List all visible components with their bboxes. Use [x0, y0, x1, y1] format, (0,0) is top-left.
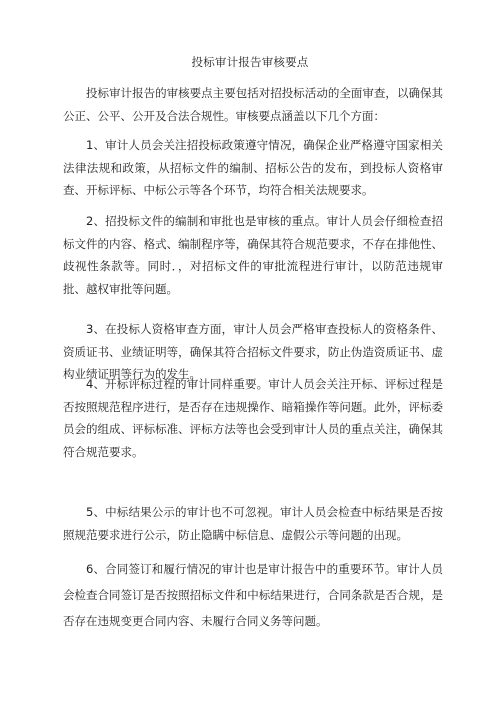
paragraph-2: 2、招投标文件的编制和审批也是审核的重点。审计人员会仔细检查招标文件的内容、格式、编制程序等，确保其符合规范要求，不存在排他性、歧视性条款等。同时．，对招标文件的审批流程进行审计，以防范违规审批、越权审批等问题。 [63, 214, 443, 296]
intro-paragraph: 投标审计报告的审核要点主要包括对招投标活动的全面审查，以确保其公正、公平、公开及合法合规性。审核要点涵盖以下几个方面： [63, 86, 443, 123]
paragraph-6: 6、合同签订和履行情况的审计也是审计报告中的重要环节。审计人员会检查合同签订是否按照招标文件和中标结果进行，合同条款是否合规，是否存在违规变更合同内容、未履行合同义务等问题。 [63, 562, 443, 628]
paragraph-5: 5、中标结果公示的审计也不可忽视。审计人员会检查中标结果是否按照规范要求进行公示，防止隐瞒中标信息、虚假公示等问题的出现。 [63, 505, 443, 542]
paragraph-1: 1、审计人员会关注招投标政策遵守情况，确保企业严格遵守国家相关法律法规和政策，从招标文件的编制、招标公告的发布，到投标人资格审查、开标评标、中标公示等各个环节，均符合相关法规要求。 [63, 138, 443, 197]
document-title: 投标审计报告审核要点 [191, 55, 309, 69]
paragraph-4: 4、开标评标过程的审计同样重要。审计人员会关注开标、评标过程是否按照规范程序进行，是否存在违规操作、暗箱操作等问题。此外，评标委员会的组成、评标标准、评标方法等也会受到审计人员的重点关注，确保其符合规范要求。 [63, 377, 443, 459]
paragraph-3: 3、在投标人资格审查方面，审计人员会严格审查投标人的资格条件、资质证书、业绩证明等，确保其符合招标文件要求，防止伪造资质证书、虚构业绩证明等行为的发生。 [63, 322, 443, 381]
